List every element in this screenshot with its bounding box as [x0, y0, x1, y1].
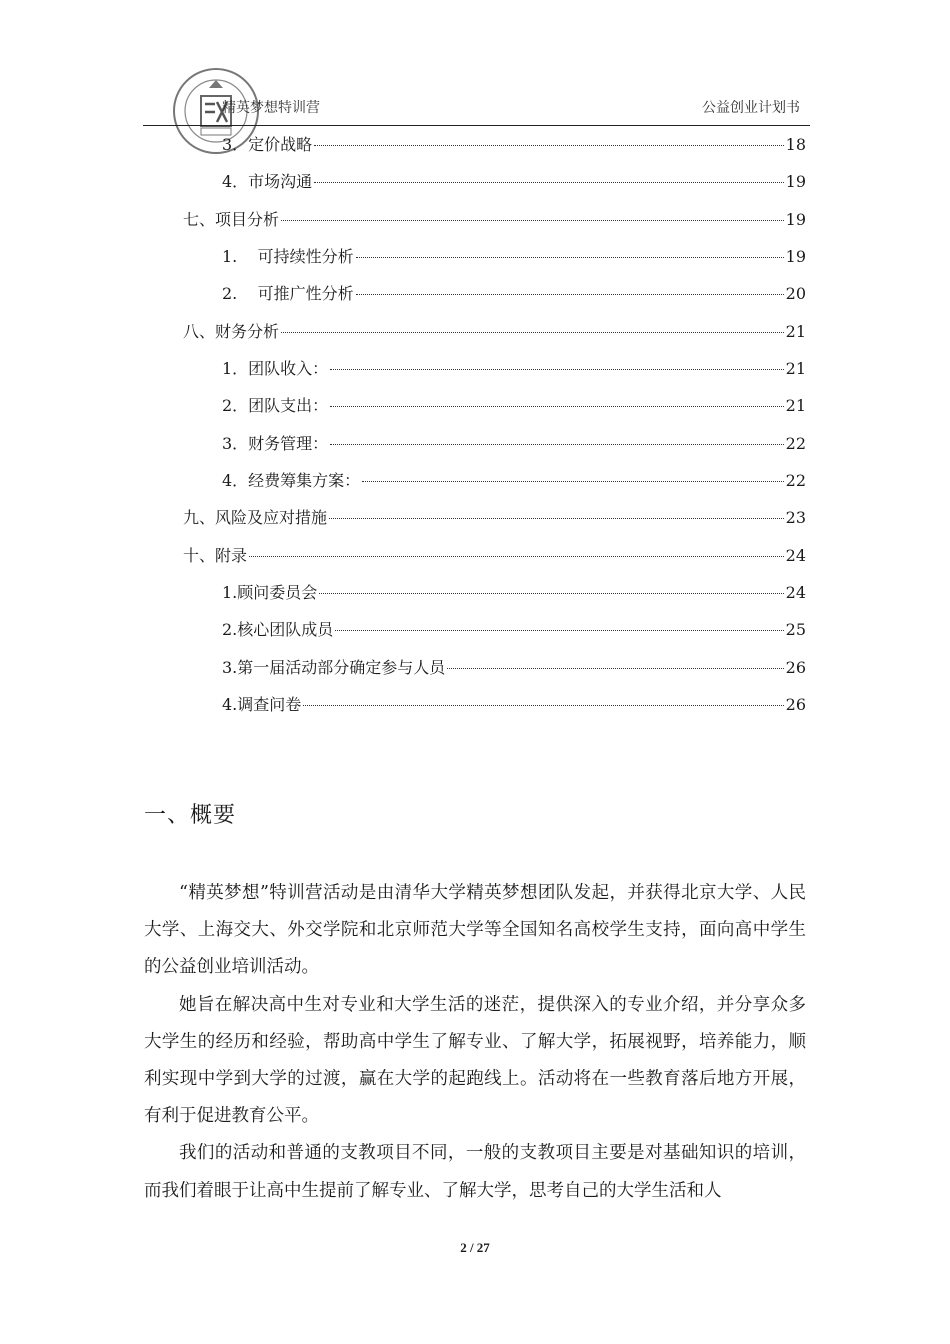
toc-leader-dots — [356, 294, 784, 295]
toc-entry-page: 24 — [785, 583, 806, 602]
toc-entry-label: 2.核心团队成员 — [222, 620, 334, 639]
toc-entry-page: 19 — [785, 172, 806, 191]
paragraph: 我们的活动和普通的支教项目不同，一般的支教项目主要是对基础知识的培训，而我们着眼于让高中生提前了解专业、了解大学，思考自己的大学生活和人 — [144, 1143, 806, 1201]
toc-leader-dots — [330, 444, 783, 445]
paragraph: “精英梦想”特训营活动是由清华大学精英梦想团队发起，并获得北京大学、人民大学、上海交大、外交学院和北京师范大学等全国知名高校学生支持，面向高中学生的公益创业培训活动。 — [144, 883, 806, 978]
section-title: 一、概要 — [144, 803, 237, 828]
toc-entry-page: 22 — [785, 471, 806, 490]
toc-entry[interactable] — [222, 468, 806, 496]
toc-leader-dots — [281, 220, 784, 221]
toc-entry-page: 18 — [785, 135, 806, 154]
toc-entry[interactable] — [222, 580, 806, 608]
toc-entry-label: 2. 可推广性分析 — [222, 284, 354, 303]
toc-entry-label: 1.顾问委员会 — [222, 583, 318, 602]
toc-leader-dots — [303, 705, 783, 706]
toc-entry[interactable] — [222, 244, 806, 272]
toc-entry-label: 2．团队支出： — [222, 396, 329, 415]
toc-entry-page: 21 — [785, 396, 806, 415]
toc-entry-label: 3.第一届活动部分确定参与人员 — [222, 658, 446, 677]
toc-entry-page: 25 — [785, 620, 806, 639]
toc-entry-page: 21 — [785, 322, 806, 341]
toc-entry-label: 1．团队收入： — [222, 359, 329, 378]
paragraph: 她旨在解决高中生对专业和大学生活的迷茫，提供深入的专业介绍，并分享众多大学生的经历和经验，帮助高中学生了解专业、了解大学，拓展视野，培养能力，顺利实现中学到大学的过渡，赢在大学的起跑线上。活动将在一些教育落后地方开展，有利于促进教育公平。 — [144, 994, 806, 1127]
toc-entry-page: 19 — [785, 210, 806, 229]
toc-entry-label: 十、附录 — [183, 546, 248, 565]
toc-entry-page: 26 — [785, 695, 806, 714]
toc-entry-label: 1. 可持续性分析 — [222, 247, 354, 266]
header-left-title: 精英梦想特训营 — [222, 100, 320, 116]
toc-leader-dots — [329, 518, 784, 519]
header-divider — [143, 125, 810, 126]
toc-entry[interactable] — [222, 393, 806, 421]
toc-entry-label: 八、财务分析 — [183, 322, 280, 341]
page-number: 2 / 27 — [460, 1240, 490, 1255]
toc-entry-label: 4.调查问卷 — [222, 695, 302, 714]
toc-leader-dots — [330, 369, 783, 370]
toc-entry-label: 七、项目分析 — [183, 210, 280, 229]
toc-entry-label: 4．经费筹集方案： — [222, 471, 361, 490]
toc-entry[interactable] — [183, 207, 806, 235]
toc-leader-dots — [356, 257, 784, 258]
toc-leader-dots — [447, 668, 783, 669]
toc-leader-dots — [319, 593, 783, 594]
toc-entry[interactable] — [183, 543, 806, 571]
toc-leader-dots — [335, 630, 783, 631]
toc-entry-page: 26 — [785, 658, 806, 677]
toc-leader-dots — [314, 182, 783, 183]
toc-entry-label: 4．市场沟通 — [222, 172, 313, 191]
toc-entry[interactable] — [222, 169, 806, 197]
toc-entry[interactable] — [183, 319, 806, 347]
toc-entry-page: 20 — [785, 284, 806, 303]
toc-entry-page: 19 — [785, 247, 806, 266]
toc-entry-label: 九、风险及应对措施 — [183, 508, 328, 527]
toc-entry-page: 22 — [785, 434, 806, 453]
toc-entry-label: 3．定价战略 — [222, 135, 313, 154]
toc-entry[interactable] — [222, 655, 806, 683]
toc-leader-dots — [330, 406, 783, 407]
toc-entry-page: 21 — [785, 359, 806, 378]
toc-entry[interactable] — [222, 356, 806, 384]
toc-entry-label: 3．财务管理： — [222, 434, 329, 453]
toc-entry-page: 24 — [785, 546, 806, 565]
toc-entry[interactable] — [222, 692, 806, 720]
toc-entry[interactable] — [222, 431, 806, 459]
toc-entry[interactable] — [222, 132, 806, 160]
toc-entry[interactable] — [222, 617, 806, 645]
toc-leader-dots — [362, 481, 783, 482]
body-text — [144, 875, 806, 1210]
toc-leader-dots — [314, 145, 783, 146]
toc-entry[interactable] — [183, 505, 806, 533]
toc-leader-dots — [281, 332, 784, 333]
toc-entry-page: 23 — [785, 508, 806, 527]
header-right-title: 公益创业计划书 — [702, 100, 800, 116]
page-header — [143, 60, 810, 126]
toc-leader-dots — [249, 556, 784, 557]
toc-entry[interactable] — [222, 281, 806, 309]
